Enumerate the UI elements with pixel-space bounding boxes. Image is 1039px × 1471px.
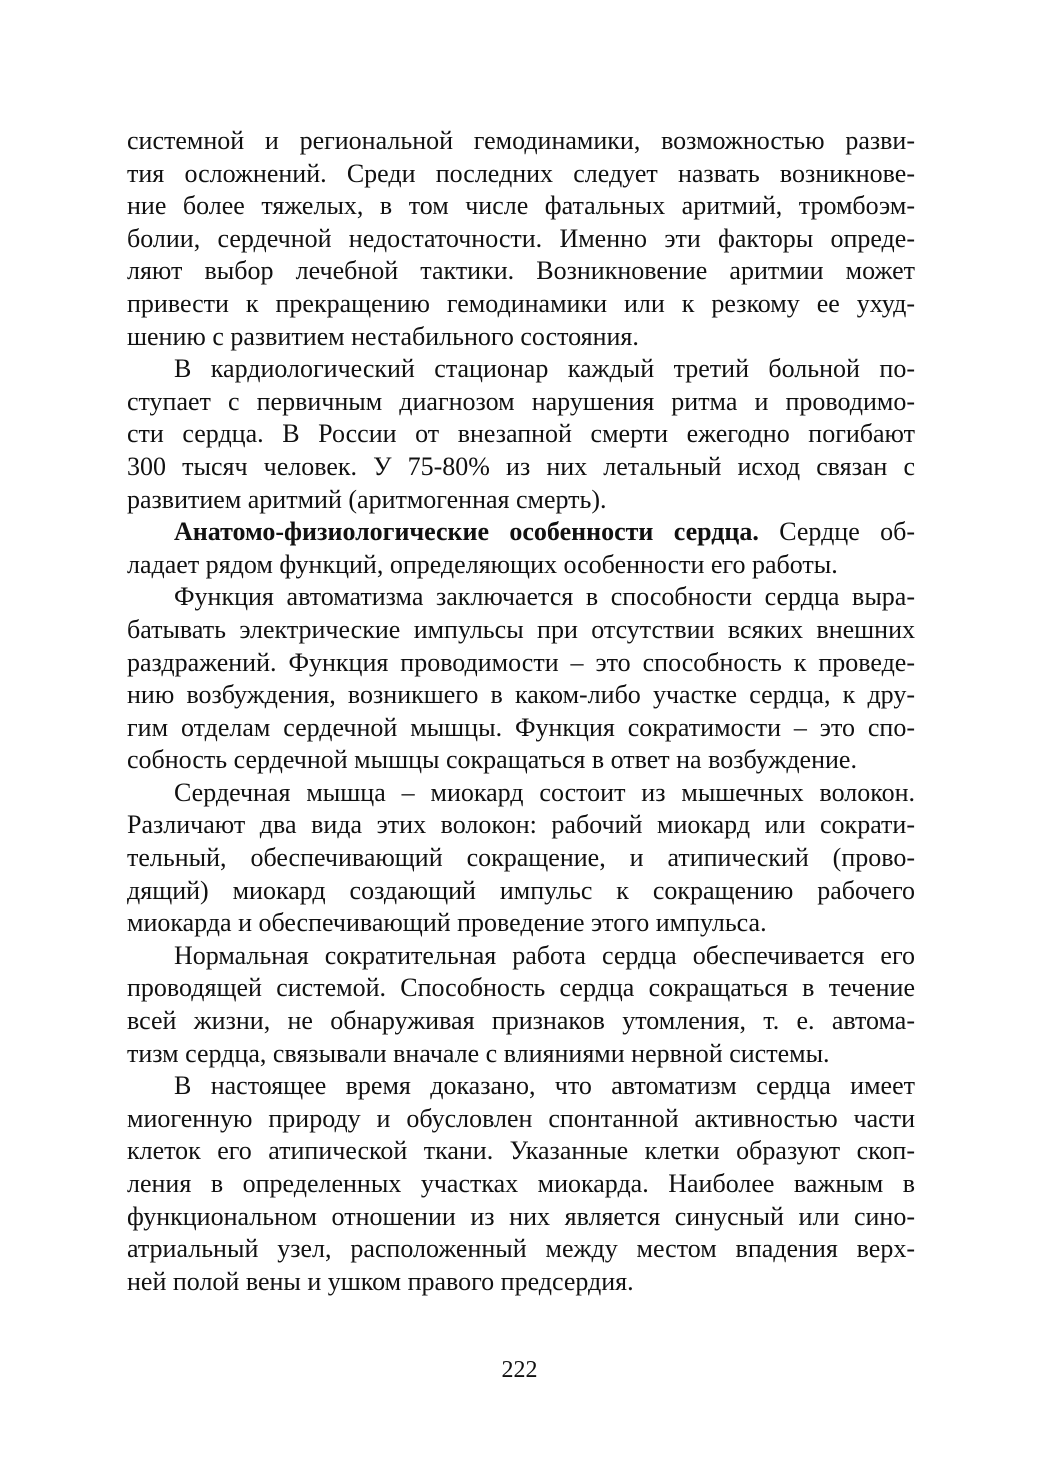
paragraph-5 — [127, 777, 915, 940]
paragraph-1 — [127, 125, 915, 353]
paragraph-3 — [127, 516, 915, 581]
text-line: клеток его атипической ткани. Указанные клетки образуют скоп- — [127, 1136, 915, 1166]
text-line: тельный, обеспечивающий сокращение, и атипический (прово- — [127, 843, 915, 873]
text-line: В настоящее время доказано, что автоматизм сердца имеет — [174, 1071, 915, 1101]
text-line: ладает рядом функций, определяющих особенности его работы. — [127, 549, 838, 579]
text-line: батывать электрические импульсы при отсутствии всяких внешних — [127, 614, 915, 644]
text-line: сти сердца. В России от внезапной смерти ежегодно погибают — [127, 419, 915, 449]
text-line: миогенную природу и обусловлен спонтанной активностью части — [127, 1103, 915, 1133]
text-line: нию возбуждения, возникшего в каком-либо участке сердца, к дру- — [127, 680, 915, 710]
text-line: 300 тысяч человек. У 75-80% из них летальный исход связан с — [127, 451, 915, 481]
text-line: развитием аритмий (аритмогенная смерть). — [127, 484, 607, 514]
section-heading: Анатомо-физиологические особенности сердца. — [174, 517, 759, 547]
text-line: дящий) миокард создающий импульс к сокращению рабочего — [127, 875, 915, 905]
text-line: функциональном отношении из них является синусный или сино- — [127, 1201, 915, 1231]
text-line: В кардиологический стационар каждый третий больной по- — [174, 354, 915, 384]
text-line: шению с развитием нестабильного состояния. — [127, 321, 639, 351]
text-line: раздражений. Функция проводимости – это способность к проведе- — [127, 647, 915, 677]
text-line: Сердечная мышца – миокард состоит из мышечных волокон. — [174, 777, 915, 807]
paragraph-2 — [127, 353, 915, 516]
body-text — [127, 125, 915, 1298]
text-line: проводящей системой. Способность сердца сокращаться в течение — [127, 973, 915, 1003]
text-line: Различают два вида этих волокон: рабочий миокард или сократи- — [127, 810, 915, 840]
text-line: ляют выбор лечебной тактики. Возникновение аритмии может — [127, 256, 915, 286]
text-line: миокарда и обеспечивающий проведение этого импульса. — [127, 908, 767, 938]
heading-line — [127, 516, 915, 549]
text-line: ступает с первичным диагнозом нарушения ритма и проводимо- — [127, 386, 915, 416]
page-number: 222 — [501, 1357, 538, 1383]
text-line: атриальный узел, расположенный между местом впадения верх- — [127, 1234, 915, 1264]
paragraph-4 — [127, 581, 915, 777]
text-line: Нормальная сократительная работа сердца обеспечивается его — [174, 940, 915, 970]
text-line: тия осложнений. Среди последних следует назвать возникнове- — [127, 158, 915, 188]
text-line: гим отделам сердечной мышцы. Функция сократимости – это спо- — [127, 712, 915, 742]
text-line: тизм сердца, связывали вначале с влияниями нервной системы. — [127, 1038, 830, 1068]
text-line: собность сердечной мышцы сокращаться в ответ на возбуждение. — [127, 745, 857, 775]
text-line: Функция автоматизма заключается в способности сердца выра- — [174, 582, 915, 612]
heading-line-rest: Сердце об- — [758, 517, 915, 547]
text-line: всей жизни, не обнаруживая признаков утомления, т. е. автома- — [127, 1006, 915, 1036]
text-line: ления в определенных участках миокарда. Наиболее важным в — [127, 1169, 915, 1198]
paragraph-7 — [127, 1070, 915, 1298]
text-line: системной и региональной гемодинамики, возможностью разви- — [127, 126, 915, 155]
text-line: ней полой вены и ушком правого предсердия. — [127, 1266, 634, 1296]
text-line: привести к прекращению гемодинамики или к резкому ее ухуд- — [127, 288, 915, 318]
text-line: ние более тяжелых, в том числе фатальных аритмий, тромбоэм- — [127, 191, 915, 221]
paragraph-6 — [127, 940, 915, 1070]
text-line: болии, сердечной недостаточности. Именно эти факторы опреде- — [127, 223, 915, 253]
